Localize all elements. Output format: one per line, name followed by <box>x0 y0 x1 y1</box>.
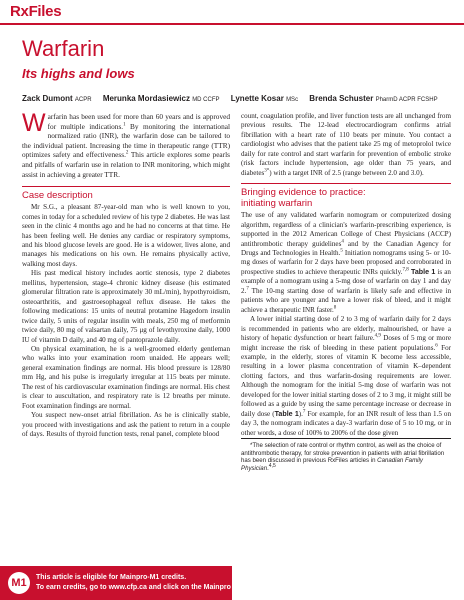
case-heading-block <box>22 186 230 201</box>
author-name: Brenda Schuster <box>309 94 374 103</box>
mainpro-logo-icon: M1 <box>8 572 30 594</box>
intro-paragraph: Warfarin has been used for more than 60 years and is approved for multiple indications.$^1$ By monitoring the international normalized ratio (INR), the warfarin dose can be tailored to the individual patient. Increasing the time in therapeutic range (TTR) optimizes safety and effectiveness.$^2$ This article explores some pearls and pitfalls of warfarin use in relation to INR monitoring, which might assist in achieving a greater TTR. <box>22 109 230 179</box>
author-credentials: MSc <box>286 97 299 103</box>
author-name: Lynette Kosar <box>230 94 284 103</box>
author-list <box>22 94 462 103</box>
table-reference: Table 1 <box>408 267 436 276</box>
reference-marker: 7 <box>246 286 249 292</box>
rxfiles-brand: RxFiles <box>10 3 62 20</box>
header-divider <box>0 23 464 25</box>
drop-cap: W <box>22 109 46 137</box>
case-paragraph: His past medical history includes aortic stenosis, type 2 diabetes mellitus, hypertension, stage-4 chronic kidney disease (his estimated glomerular filtration rate is approximately 30 mL/min), hypothyroidism, osteoarthritis, and gastroesophageal reflux disease. He takes the following medications: 15 units of neutral protamine Hagedorn insulin twice daily, 5 units of regular insulin with meals, 250 mg of metformin twice daily, 80 mg of valsartan daily, 75 μg of levothyroxine daily, 1000 IU of vitamin D daily, and 40 mg of pantoprazole daily. <box>22 269 230 344</box>
page-header <box>0 0 464 22</box>
reference-marker: 3* <box>264 168 270 174</box>
reference-marker: 1 <box>123 122 126 128</box>
evidence-paragraph: The use of any validated warfarin nomogram or computerized dosing algorithm, regardless of a clinician's warfarin-prescribing experience, is supported in the 2012 American College of Chest Physicians (ACCP) antithrombotic therapy guidelines$^4$ and by the Canadian Agency for Drugs and Technologies in Health.$^5$ Initiation nomograms using 5- or 10-mg doses of warfarin for 2 days have been proposed and corroborated in prospective studies to achieve therapeutic INRs quickly.$^{7,8}$ Table 1 is an example of a nomogram using a 5-mg dose of warfarin on day 1 and day 2.$^7$ The 10-mg starting dose of warfarin is likely safe and effective in patients who are younger and have a lower risk of bleed, and it might achieve a therapeutic INR faster.$^8$ <box>241 211 452 314</box>
article-subtitle: Its highs and lows <box>22 66 135 81</box>
reference-marker: 7,8 <box>402 267 409 273</box>
author-credentials: ACPR <box>74 97 92 103</box>
reference-marker: 5 <box>340 248 343 254</box>
case-paragraph: On physical examination, he is a well-groomed elderly gentleman who walks into your examination room unaided. He appears well; general examination findings are normal. His blood pressure is 128/80 mm Hg, and his pulse is irregularly irregular at 115 beats per minute. The rest of his cardiovascular examination findings are normal. His chest is clear to auscultation, and respiratory rate is 12 breaths per minute. Foot examination findings are normal. <box>22 344 230 410</box>
case-continued-paragraph: count, coagulation profile, and liver function tests are all unchanged from previous results. The 12-lead electrocardiogram confirms atrial fibrillation with a heart rate of 110 beats per minute. You contact a cardiologist who advises that the patient take 25 mg of metoprolol twice daily for rate control and start warfarin for prevention of embolic stroke (risk factors include hypertension, age older than 75 years, and diabetes$^{3*}$) with a target INR of 2.5 (range between 2.0 and 3.0). <box>241 112 451 177</box>
author-credentials: MD CCFP <box>192 97 220 103</box>
footnote: *The selection of rate control or rhythm control, as well as the choice of antithrombotic therapy, for stroke prevention in patients with atrial fibrillation has been discussed in previous RxFiles articles in Canadian Family Physician.$^{4,5}$ <box>241 438 451 472</box>
cme-credit-banner <box>0 566 247 600</box>
reference-marker: 8 <box>333 305 337 311</box>
cme-instructions-text[interactable]: To earn credits, go to www.cfp.ca and click on the Mainpro link. <box>36 584 247 591</box>
reference-marker: 7 <box>302 409 306 415</box>
case-paragraph: Mr S.G., a pleasant 87-year-old man who is well known to you, comes in today for a scheduled review of his type 2 diabetes. He was last seen in the clinic 4 months ago and he had no concerns at that time. He has been feeling well. He denies any cardiac or respiratory symptoms, and his blood glucose levels are good. He is a widower, lives alone, and manages his medications on his own. He remains physically active, walking most days. <box>22 203 230 268</box>
case-paragraph: You suspect new-onset atrial fibrillation. As he is clinically stable, you proceed with investigations and ask the patient to return in a couple of days. Results of thyroid function tests, renal panel, complete blood <box>22 411 230 439</box>
evidence-heading-block <box>241 183 451 209</box>
author-name: Merunka Mordasiewicz <box>102 94 190 103</box>
author-credentials: PharmD ACPR FCSHP <box>375 97 438 103</box>
section-heading-case: Case description <box>22 190 93 202</box>
right-column <box>241 112 451 472</box>
journal-name: Canadian Family Physician <box>241 457 423 472</box>
evidence-paragraph: A lower initial starting dose of 2 to 3 mg of warfarin daily for 2 days is recommended in patients who are elderly, malnourished, or have a history of hepatic dysfunction or heart failure.$^{4,9}$ Doses of 5 mg or more might increase the risk of bleeding in these patient populations.$^6$ For example, in the elderly, stores of vitamin K become less accessible, resulting in a lower plasma concentration of vitamin K–dependent clotting factors, and thus warfarin-dosing requirements are lower. Although the nomogram for the initial 5-mg dose of warfarin was not developed for the lower initial starting doses of 2 to 3 mg, it might still be followed as a guide by using the same percentage increase or decrease in daily dose (Table 1).$^7$ For example, for an INR result of less than 1.5 on day 3, the nomogram indicates a day-3 warfarin dose of 5 to 10 mg, or in other words, a dose of 100% to 200% of the dose given <box>241 315 451 437</box>
cme-eligibility-text: This article is eligible for Mainpro-M1 credits. <box>36 574 187 581</box>
author-name: Zack Dumont <box>22 94 73 103</box>
reference-marker: 4,9 <box>374 333 381 339</box>
article-title: Warfarin <box>22 36 105 61</box>
left-column <box>22 109 230 439</box>
reference-marker: 4 <box>341 239 344 245</box>
reference-marker: 6 <box>435 343 438 349</box>
section-heading-evidence: Bringing evidence to practice: initiating warfarin <box>241 187 366 210</box>
table-reference: Table 1 <box>274 409 299 418</box>
reference-marker: 4,5 <box>268 462 276 469</box>
reference-marker: 2 <box>125 150 129 156</box>
